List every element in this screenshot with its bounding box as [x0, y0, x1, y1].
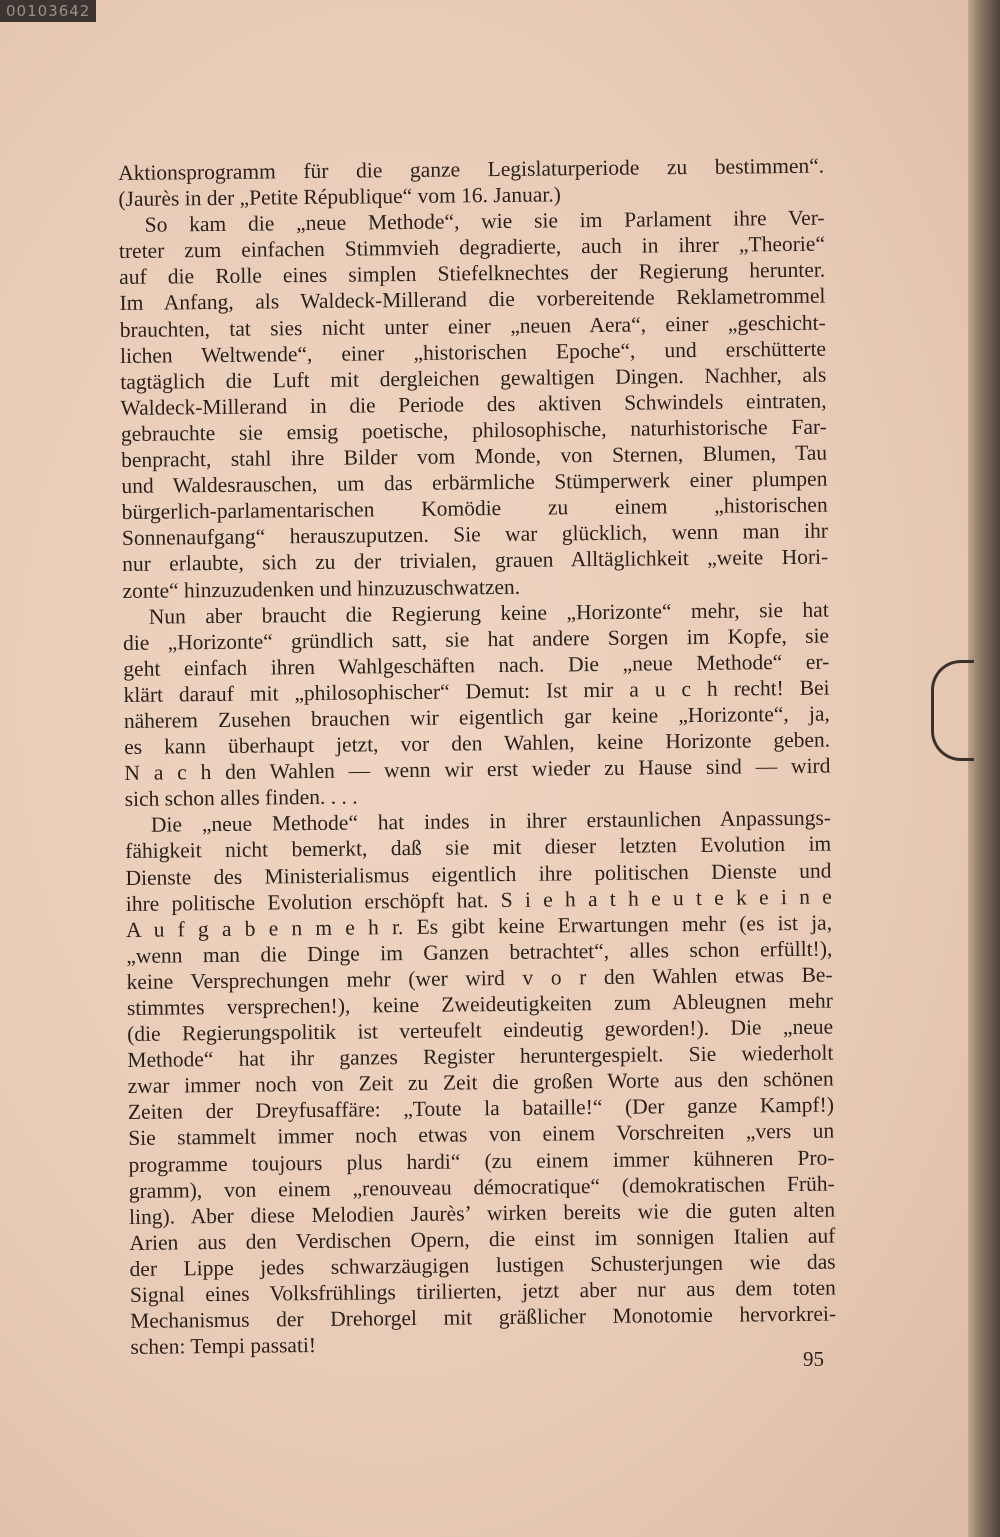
- text-line: sich schon alles finden. . . .: [124, 784, 358, 812]
- text-line: Arien aus den Verdischen Opern, die einst im sonnigen Italien auf: [129, 1223, 836, 1255]
- text-line: auf die Rolle eines simplen Stiefelknechtes der Regierung herunter.: [119, 257, 826, 290]
- text-line: schen: Tempi passati!: [130, 1333, 317, 1360]
- text-line: tagtäglich die Luft mit dergleichen gewaltigen Dingen. Nachher, als: [120, 362, 827, 394]
- text-line: stimmtes versprechen!), keine Zweideutigkeiten zum Ableugnen mehr: [126, 988, 833, 1020]
- text-line: gramm), von einem „renouveau démocratique“ (demokratischen Früh-: [128, 1171, 835, 1203]
- text-line: nur erlaubte, sich zu der trivialen, grauen Alltäglichkeit „weite Hori-: [122, 544, 829, 577]
- text-line: N a c h den Wahlen — wenn wir erst wieder zu Hause sind — wird: [124, 753, 831, 786]
- text-line: näherem Zusehen brauchen wir eigentlich gar keine „Horizonte“, ja,: [123, 701, 830, 733]
- text-line: es kann überhaupt jetzt, vor den Wahlen, keine Horizonte geben.: [124, 727, 831, 760]
- text-line: Zeiten der Dreyfusaffäre: „Toute la bataille!“ (Der ganze Kampf!): [127, 1092, 835, 1125]
- binder-clip: [931, 660, 974, 761]
- text-line: die „Horizonte“ gründlich satt, sie hat andere Sorgen im Kopfe, sie: [122, 623, 830, 655]
- text-line: treter zum einfachen Stimmvieh degradierte, auch in ihrer „Theorie“: [118, 231, 826, 264]
- text-line: geht einfach ihren Wahlgeschäften nach. Die „neue Methode“ er-: [123, 649, 830, 681]
- text-line: keine Versprechungen mehr (wer wird v o r den Wahlen etwas Be-: [126, 962, 833, 994]
- page-edge-shadow: [968, 0, 1000, 1537]
- text-line: fähigkeit nicht bemerkt, daß sie mit dieser letzten Evolution im: [125, 832, 832, 864]
- text-line: Sonnenaufgang“ herauszuputzen. Sie war glücklich, wenn man ihr: [121, 518, 829, 551]
- text-line: So kam die „neue Methode“, wie sie im Parlament ihre Ver-: [144, 205, 825, 237]
- text-line: zonte“ hinzuzudenken und hinzuzuschwatzen.: [122, 574, 521, 603]
- body-text: [118, 153, 837, 1361]
- text-line: ling). Aber diese Melodien Jaurès’ wirken bereits wie die guten alten: [128, 1197, 836, 1229]
- text-line: der Lippe jedes schwarzäugigen lustigen Schusterjungen wie das: [129, 1249, 836, 1281]
- text-line: Waldeck-Millerand in die Periode des aktiven Schwindels eintraten,: [120, 388, 827, 420]
- text-line: zwar immer noch von Zeit zu Zeit die großen Worte aus den schönen: [127, 1066, 834, 1099]
- text-line: ihre politische Evolution erschöpft hat. S i e h a t h e u t e k e i n e: [125, 884, 832, 916]
- text-line: lichen Weltwende“, einer „historischen Epoche“, und erschütterte: [119, 336, 827, 368]
- text-line: programme toujours plus hardi“ (zu einem immer kühneren Pro-: [128, 1145, 835, 1177]
- text-line: (Jaurès in der „Petite République“ vom 16. Januar.): [118, 182, 561, 212]
- text-line: bürgerlich-parlamentarischen Komödie zu einem „historischen: [121, 492, 828, 525]
- text-line: Aktionsprogramm für die ganze Legislaturperiode zu bestimmen“.: [118, 153, 825, 185]
- page-number: 95: [803, 1347, 824, 1371]
- text-line: Nun aber braucht die Regierung keine „Horizonte“ mehr, sie hat: [148, 597, 829, 629]
- text-line: Signal eines Volksfrühlings tirilierten, jetzt aber nur aus dem toten: [129, 1275, 836, 1307]
- text-line: „wenn man die Dinge im Ganzen betrachtet“, alles schon erfüllt!),: [126, 936, 833, 968]
- text-line: Sie stammelt immer noch etwas von einem Vorschreiten „vers un: [128, 1119, 835, 1151]
- text-line: gebrauchte sie emsig poetische, philosophische, naturhistorische Far-: [120, 414, 827, 446]
- text-line: Die „neue Methode“ hat indes in ihrer erstaunlichen Anpassungs-: [150, 805, 832, 838]
- text-line: Mechanismus der Drehorgel mit gräßlicher Monotomie hervorkrei-: [130, 1301, 837, 1334]
- text-line: (die Regierungspolitik ist verteufelt eindeutig geworden!). Die „neue: [127, 1014, 834, 1047]
- scan-id-label: 00103642: [0, 0, 96, 22]
- text-line: klärt darauf mit „philosophischer“ Demut: Ist mir a u c h recht! Bei: [123, 675, 830, 707]
- text-line: A u f g a b e n m e h r. Es gibt keine Erwartungen mehr (es ist ja,: [125, 910, 833, 942]
- text-line: und Waldesrauschen, um das erbärmliche Stümperwerk einer plumpen: [121, 466, 828, 499]
- text-line: Methode“ hat ihr ganzes Register heruntergespielt. Sie wiederholt: [127, 1040, 834, 1073]
- text-line: Dienste des Ministerialismus eigentlich ihre politischen Dienste und: [125, 858, 832, 890]
- text-line: Im Anfang, als Waldeck-Millerand die vorbereitende Reklametrommel: [119, 284, 826, 316]
- text-line: brauchten, tat sies nicht unter einer „neuen Aera“, einer „geschicht-: [119, 310, 826, 342]
- text-line: benpracht, stahl ihre Bilder vom Monde, von Sternen, Blumen, Tau: [121, 440, 828, 473]
